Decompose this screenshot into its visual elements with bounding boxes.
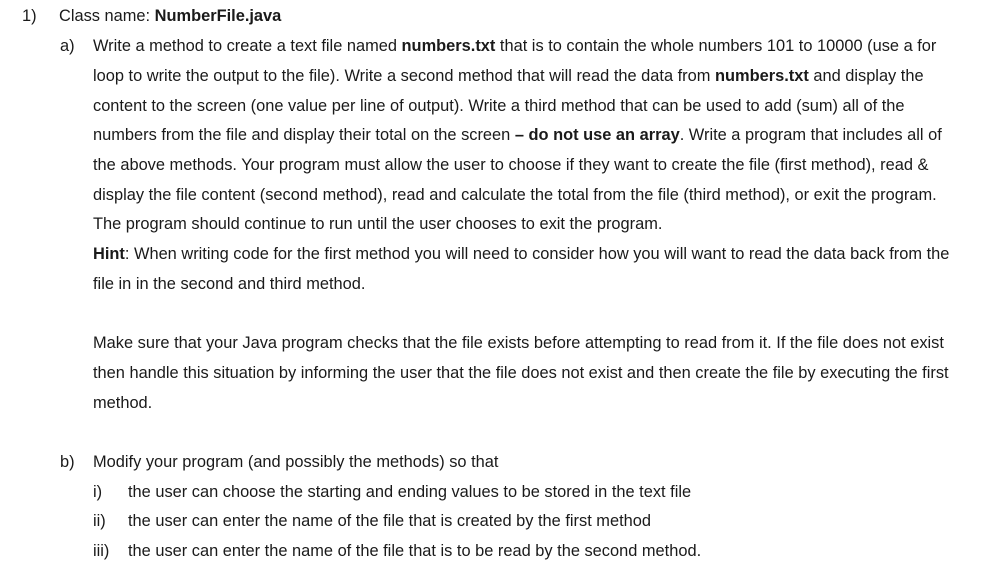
part-a-line-1: Write a method to create a text file named numbers.txt that is to contain the whole numbers 101 to 10000 (use a for [93,37,937,55]
part-b-item-2-text: the user can enter the name of the file that is created by the first method [128,512,651,530]
part-b-item-3-number: iii) [93,542,110,560]
part-b-item-3-text: the user can enter the name of the file that is to be read by the second method. [128,542,702,560]
part-b-intro: Modify your program (and possibly the methods) so that [93,453,499,471]
para2-line-2: then handle this situation by informing the user that the file does not exist and then create the file by executing the first [93,364,949,382]
part-a-line-7: The program should continue to run until the user chooses to exit the program. [93,215,663,233]
part-b-item-1-number: i) [93,483,103,501]
part-a-line-5: the above methods. Your program must allow the user to choose if they want to create the file (first method), read & [93,156,929,174]
para2-line-1: Make sure that your Java program checks that the file exists before attempting to read from it. If the file does not exist [93,334,944,352]
part-a-label: a) [60,37,75,55]
part-b-label: b) [60,453,75,471]
filename-bold: numbers.txt [714,67,809,85]
hint-line-1: Hint: When writing code for the first method you will need to consider how you will want to read the data back from the [93,245,950,263]
hint-line-2: file in in the second and third method. [93,275,366,293]
part-a-line-4: numbers from the file and display their total on the screen – do not use an array. Write a program that includes all of [93,126,942,144]
class-name-line [59,6,281,26]
para2-line-3: method. [93,394,153,412]
hint-label: Hint [93,245,125,263]
class-name-label: Class name: [59,7,155,25]
filename-bold: numbers.txt [401,37,496,55]
class-name-value: NumberFile.java [154,7,282,25]
no-array-bold: – do not use an array [514,126,680,144]
part-b-item-1-text: the user can choose the starting and ending values to be stored in the text file [128,483,692,501]
question-number: 1) [22,7,37,25]
part-b-item-2-number: ii) [93,512,106,530]
part-a-line-3: content to the screen (one value per line of output). Write a third method that can be used to add (sum) all of the [93,97,905,115]
part-a-line-6: display the file content (second method), read and calculate the total from the file (third method), or exit the program. [93,186,937,204]
part-a-line-2: loop to write the output to the file). Write a second method that will read the data from numbers.txt and display the [93,67,924,85]
